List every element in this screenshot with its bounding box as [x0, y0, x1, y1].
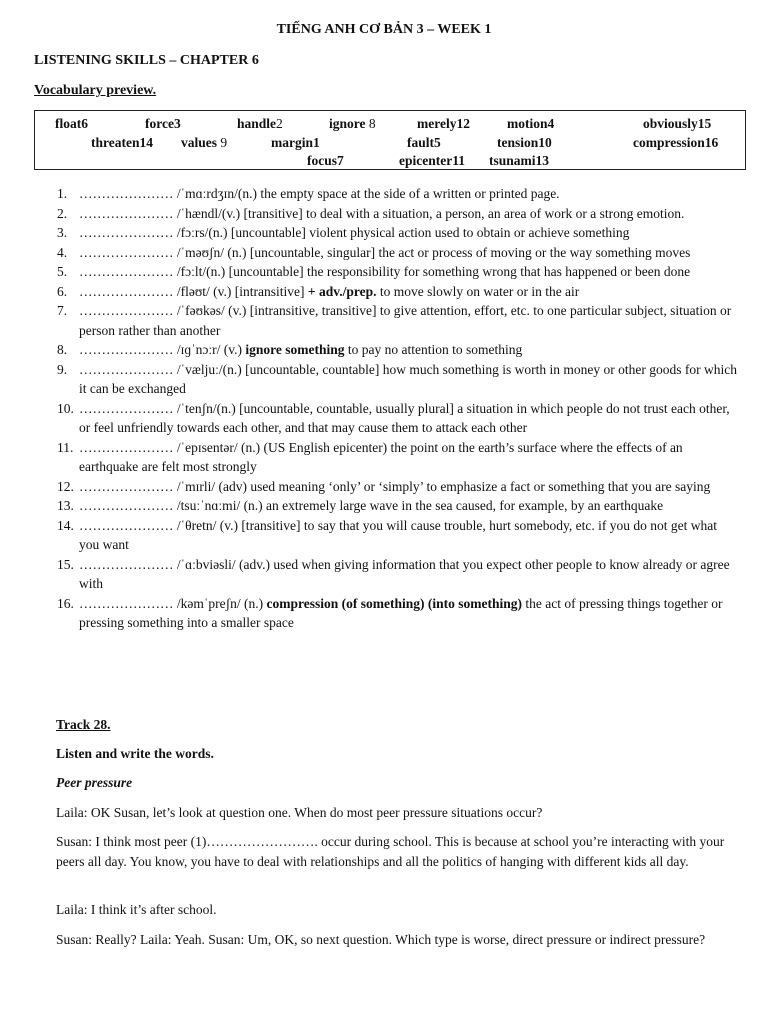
vocab-word: epicenter11: [399, 153, 465, 168]
vocabulary-box: [34, 110, 746, 170]
answer-blank[interactable]: …………………: [79, 556, 174, 572]
definition-item: 13. ………………… /tsuːˈnɑːmi/ (n.) an extremely large wave in the sea caused, for example, by an earthquake: [57, 498, 664, 513]
answer-blank[interactable]: …………………: [79, 517, 174, 533]
dialogue-line: Laila: I think it’s after school.: [56, 902, 217, 917]
definition-item: 16. ………………… /kəmˈpreʃn/ (n.) compression (of something) (into something) the act of pressing things together or pressing something into a smaller space: [57, 595, 723, 630]
answer-blank[interactable]: …………………: [79, 264, 174, 279]
definition-item: 14. ………………… /ˈθretn/ (v.) [transitive] to say that you will cause trouble, hurt somebody, etc. if you do not get what you want: [57, 517, 717, 552]
vocab-word: margin1: [271, 135, 320, 150]
answer-blank[interactable]: …………………: [79, 478, 174, 494]
definition-item: 11. ………………… /ˈepɪsentər/ (n.) (US English epicenter) the point on the earth’s surface where the effects of an earthquake are felt most strongly: [57, 439, 683, 474]
vocab-word: values 9: [181, 135, 228, 150]
answer-blank[interactable]: …………………: [79, 361, 174, 377]
vocab-word: tsunami13: [489, 153, 550, 168]
vocabulary-heading: Vocabulary preview.: [34, 83, 157, 98]
definition-item: 12. ………………… /ˈmɪrli/ (adv) used meaning ‘only’ or ‘simply’ to emphasize a fact or something that you are saying: [57, 478, 711, 494]
answer-blank[interactable]: …………………: [79, 283, 174, 299]
vocab-word: merely12: [417, 116, 470, 131]
answer-blank[interactable]: …………………: [79, 400, 174, 416]
definition-item: 9. ………………… /ˈvæljuː/(n.) [uncountable, countable] how much something is worth in money or other goods for which it can be exchanged: [57, 361, 738, 396]
definition-item: 5. ………………… /fɔːlt/(n.) [uncountable] the responsibility for something wrong that has happened or been done: [57, 264, 691, 279]
answer-blank[interactable]: …………………: [79, 244, 174, 260]
definition-item: 15. ………………… /ˈɑːbviəsli/ (adv.) used when giving information that you expect other people to know already or agree with: [57, 556, 730, 591]
vocab-word: motion4: [507, 116, 555, 131]
answer-blank[interactable]: …………………: [79, 303, 174, 318]
definition-item: 3. ………………… /fɔːrs/(n.) [uncountable] violent physical action used to obtain or achieve something: [57, 225, 630, 240]
section-heading: LISTENING SKILLS – CHAPTER 6: [34, 53, 259, 68]
answer-blank[interactable]: …………………: [79, 342, 174, 357]
vocab-word: force3: [145, 116, 181, 131]
track-title: Track 28.: [56, 717, 111, 732]
answer-blank[interactable]: …………………: [79, 595, 174, 611]
definition-item: 2. ………………… /ˈhændl/(v.) [transitive] to deal with a situation, a person, an area of work or a strong emotion.: [57, 205, 685, 221]
definition-item: 6. ………………… /fləʊt/ (v.) [intransitive] + adv./prep. to move slowly on water or in the air: [57, 283, 580, 299]
definition-item: 10. ………………… /ˈtenʃn/(n.) [uncountable, countable, usually plural] a situation in which people do not trust each other, or feel unfriendly towards each other, and that may cause them to attack each other: [57, 400, 730, 435]
vocab-word: float6: [55, 116, 88, 131]
answer-blank[interactable]: …………………: [79, 498, 174, 513]
vocab-word: threaten14: [91, 135, 153, 150]
definition-list: [0, 184, 768, 633]
vocab-word: focus7: [307, 153, 344, 168]
answer-blank[interactable]: …………………: [79, 186, 174, 201]
vocab-word: tension10: [497, 135, 552, 150]
answer-blank[interactable]: …………………: [79, 225, 174, 240]
vocab-word: fault5: [407, 135, 441, 150]
definition-item: 1. ………………… /ˈmɑːrdʒɪn/(n.) the empty space at the side of a written or printed page.: [57, 186, 560, 201]
answer-blank[interactable]: …………………: [79, 439, 174, 455]
track-instructions: Listen and write the words.: [56, 746, 214, 761]
definition-item: 8. ………………… /ɪɡˈnɔːr/ (v.) ignore something to pay no attention to something: [57, 342, 523, 357]
dialogue-line: Susan: I think most peer (1)……………………. occur during school. This is because at school you’re interacting with your peers all day. You know, you have to deal with relationships and all the politics of hanging with different kids all day.: [56, 834, 725, 869]
dialogue-line: Susan: Really? Laila: Yeah. Susan: Um, OK, so next question. Which type is worse, direct pressure or indirect pressure?: [56, 932, 706, 947]
vocab-word: handle2: [237, 116, 283, 131]
track-subtitle: Peer pressure: [56, 775, 133, 790]
definition-item: 4. ………………… /ˈməʊʃn/ (n.) [uncountable, singular] the act or process of moving or the way something moves: [57, 244, 691, 260]
document-title: TIẾNG ANH CƠ BẢN 3 – WEEK 1: [276, 22, 492, 37]
vocab-word: compression16: [633, 135, 719, 150]
answer-blank[interactable]: …………………: [79, 205, 174, 221]
vocab-word: ignore 8: [329, 116, 376, 131]
vocab-word: obviously15: [643, 116, 712, 131]
dialogue-line: Laila: OK Susan, let’s look at question one. When do most peer pressure situations occur?: [56, 805, 543, 820]
definition-item: 7. ………………… /ˈfəʊkəs/ (v.) [intransitive, transitive] to give attention, effort, etc. to one particular subject, situation or person rather than another: [57, 303, 732, 338]
